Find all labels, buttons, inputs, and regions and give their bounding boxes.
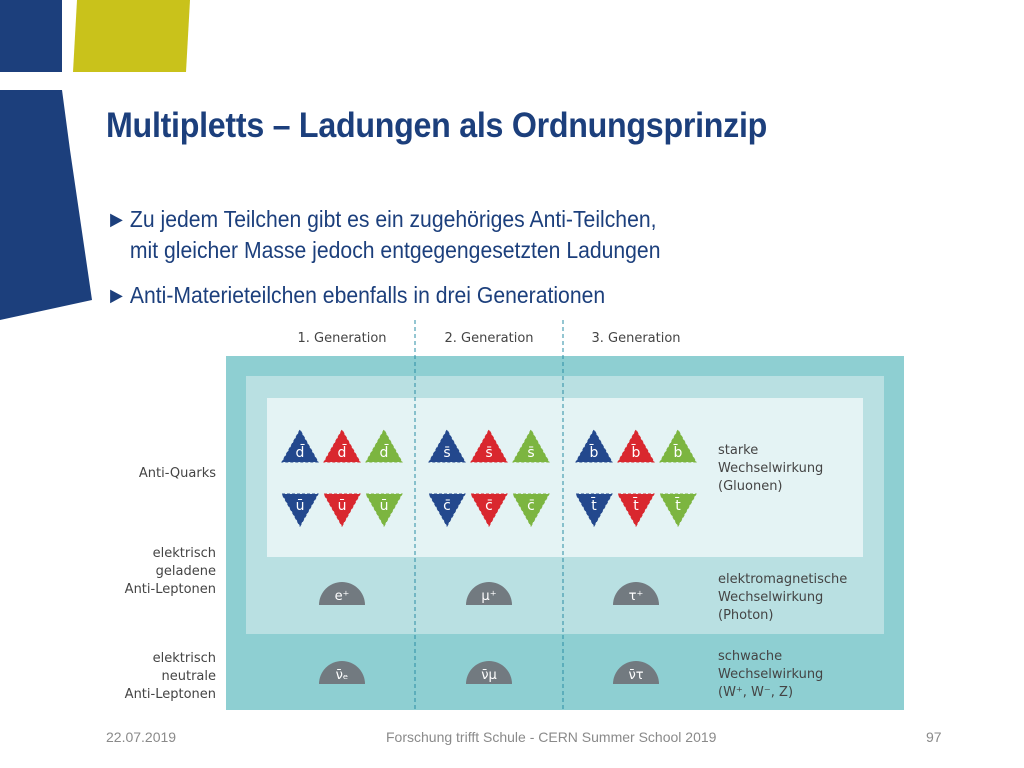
quark-symbol: b̄ xyxy=(631,445,641,461)
slide-title: Multipletts – Ladungen als Ordnungsprinzip xyxy=(106,106,768,145)
lepton-symbol: ν̄ₑ xyxy=(335,668,349,683)
strong-label-line: Wechselwirkung xyxy=(718,461,824,476)
neutral-label-line: Anti-Leptonen xyxy=(124,687,216,702)
weak-label-line: schwache xyxy=(718,649,783,664)
quark-symbol: d̄ xyxy=(337,445,347,461)
footer-date: 22.07.2019 xyxy=(106,729,177,745)
quark-symbol: d̄ xyxy=(379,445,389,461)
quark-symbol: c̄ xyxy=(485,498,493,514)
quark-symbol: t̄ xyxy=(675,498,681,514)
charged-label-line: Anti-Leptonen xyxy=(124,582,216,597)
quark-symbol: ū xyxy=(337,498,347,514)
lepton-symbol: e⁺ xyxy=(334,589,350,604)
strong-label-line: starke xyxy=(718,443,759,458)
deco-yellow-block xyxy=(73,0,190,72)
bullet-text: Anti-Materieteilchen ebenfalls in drei Generationen xyxy=(129,282,606,308)
quark-symbol: d̄ xyxy=(295,445,305,461)
charged-label-line: geladene xyxy=(155,564,216,579)
neutral-label-line: elektrisch xyxy=(152,651,216,666)
bullet-text: Zu jedem Teilchen gibt es ein zugehöriges Anti-Teilchen, xyxy=(129,206,657,232)
bullet-arrow-icon: ► xyxy=(106,282,127,308)
bullet-list xyxy=(106,204,660,325)
strong-label-line: (Gluonen) xyxy=(718,479,783,494)
neutral-label-line: neutrale xyxy=(161,669,216,684)
quark-symbol: ū xyxy=(295,498,305,514)
weak-label-line: (W⁺, W⁻, Z) xyxy=(718,685,794,700)
strong-interaction-box xyxy=(267,398,863,557)
generation-1-label: 1. Generation xyxy=(297,331,387,346)
page-number: 97 xyxy=(926,729,942,745)
bullet-item xyxy=(106,280,660,311)
lepton-symbol: ν̄μ xyxy=(481,668,497,683)
generation-3-label: 3. Generation xyxy=(591,331,681,346)
bullet-arrow-icon: ► xyxy=(106,206,127,232)
lepton-symbol: ν̄τ xyxy=(628,668,644,683)
quark-symbol: t̄ xyxy=(633,498,639,514)
deco-blue-wing xyxy=(0,90,92,320)
quark-symbol: ū xyxy=(379,498,389,514)
quark-symbol: t̄ xyxy=(591,498,597,514)
bullet-text-continued: mit gleicher Masse jedoch entgegengesetzten Ladungen xyxy=(129,237,661,263)
bullet-item xyxy=(106,204,660,266)
antiparticle-figure xyxy=(100,318,910,714)
lepton-symbol: τ⁺ xyxy=(628,589,644,604)
quark-symbol: s̄ xyxy=(443,445,451,461)
deco-blue-block xyxy=(0,0,62,72)
weak-label-line: Wechselwirkung xyxy=(718,667,824,682)
em-label-line: elektromagnetische xyxy=(718,572,848,587)
generation-2-label: 2. Generation xyxy=(444,331,534,346)
footer-event: Forschung trifft Schule - CERN Summer School 2019 xyxy=(386,729,717,745)
em-label-line: Wechselwirkung xyxy=(718,590,824,605)
quark-symbol: c̄ xyxy=(443,498,451,514)
quark-symbol: s̄ xyxy=(527,445,535,461)
charged-label-line: elektrisch xyxy=(152,546,216,561)
quark-symbol: b̄ xyxy=(673,445,683,461)
quark-symbol: s̄ xyxy=(485,445,493,461)
lepton-symbol: μ⁺ xyxy=(481,589,497,604)
em-label-line: (Photon) xyxy=(718,608,774,623)
quark-symbol: b̄ xyxy=(589,445,599,461)
anti-quarks-label: Anti-Quarks xyxy=(138,466,216,481)
quark-symbol: c̄ xyxy=(527,498,535,514)
